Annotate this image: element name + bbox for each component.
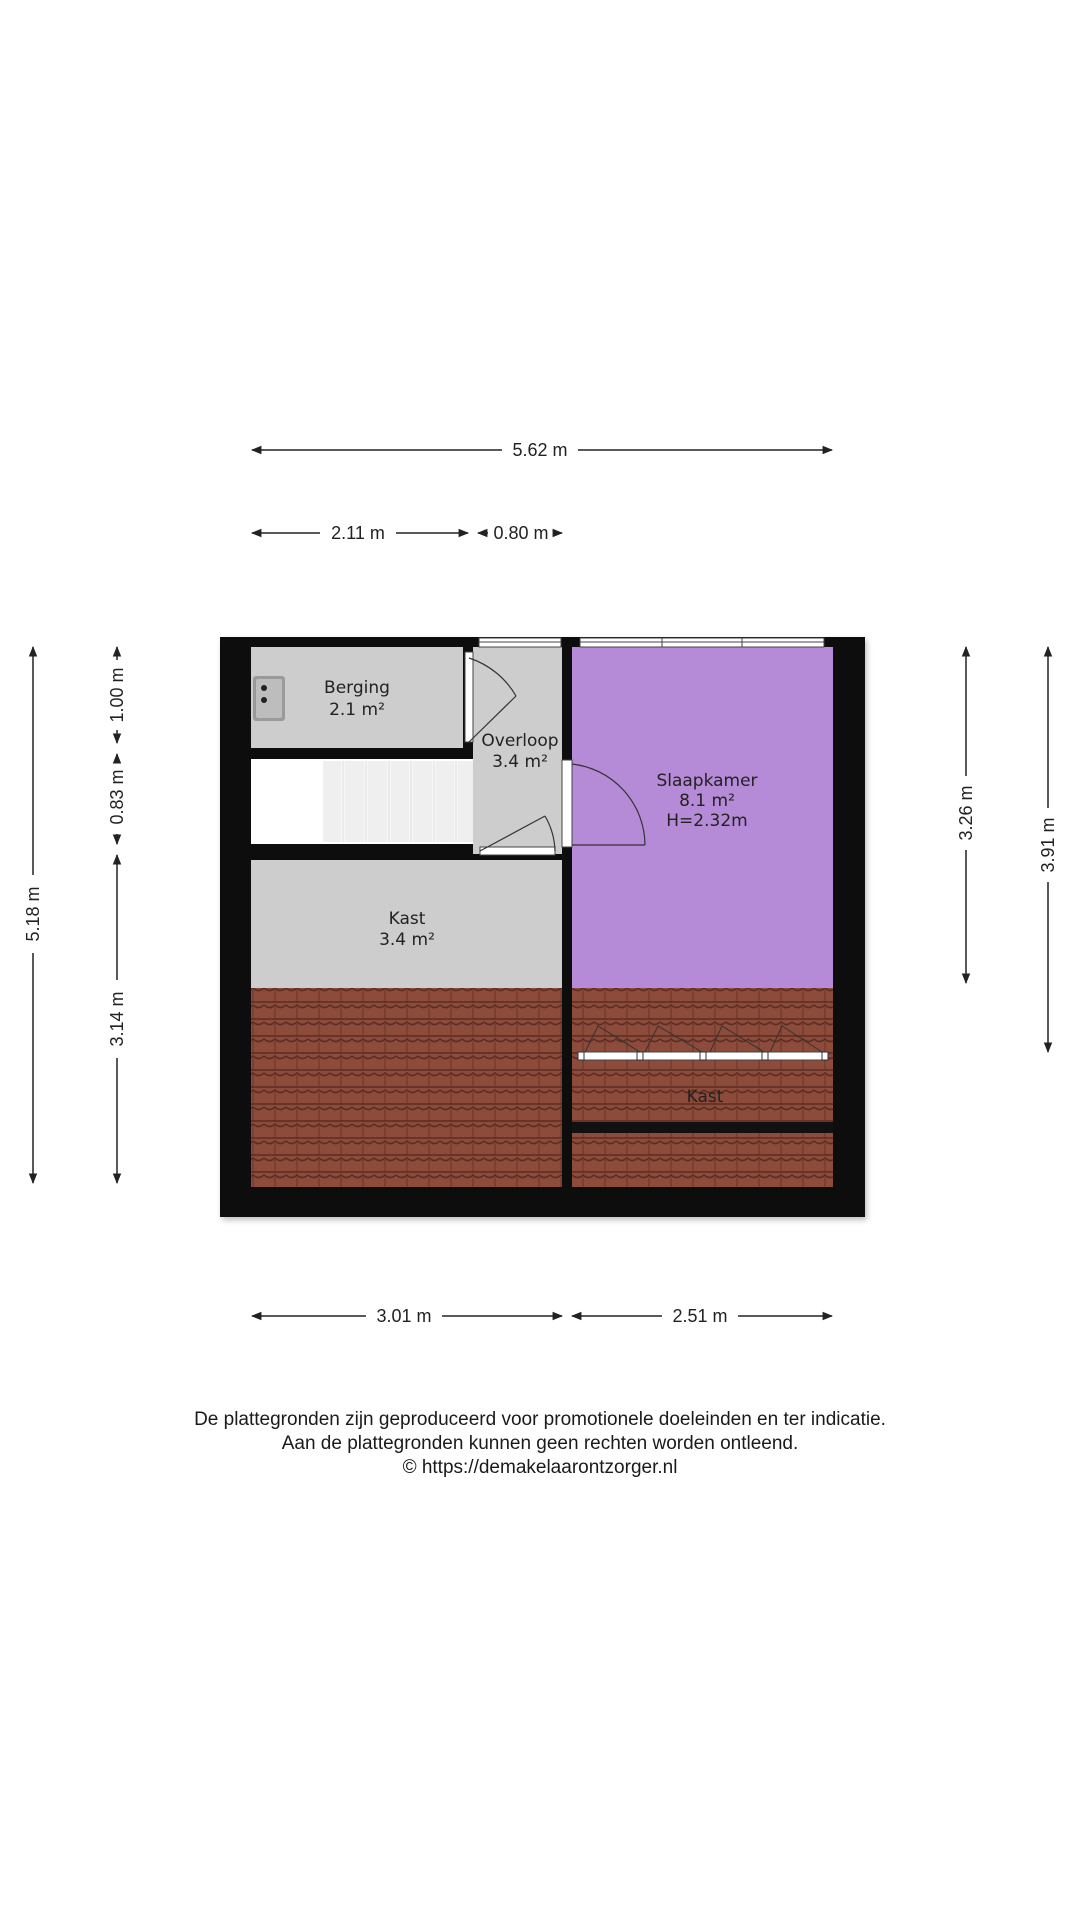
room-name-berging: Berging	[324, 678, 390, 698]
dimension-label: 2.11 m	[331, 523, 385, 543]
dimension-label: 2.51 m	[672, 1306, 728, 1326]
dimension-label: 0.83 m	[107, 769, 127, 825]
dimension-label: 3.14 m	[107, 991, 127, 1047]
dimension-left-bottom	[107, 855, 127, 1183]
room-area-overloop: 3.4 m²	[492, 752, 548, 772]
inner-wall	[572, 1122, 833, 1133]
dimension-bottom-left	[252, 1306, 562, 1326]
room-name-overloop: Overloop	[481, 731, 559, 751]
dimension-right-outer	[1038, 647, 1058, 1052]
disclaimer-line-2: Aan de plattegronden kunnen geen rechten worden ontleend.	[281, 1433, 799, 1454]
window-top-slaapkamer	[580, 638, 824, 647]
room-area-slaapkamer: 8.1 m²	[679, 791, 735, 811]
disclaimer	[0, 1408, 1080, 1480]
room-name-slaapkamer: Slaapkamer	[656, 771, 758, 791]
dimension-label: 0.80 m	[493, 523, 549, 543]
dimension-top-mid	[478, 523, 562, 543]
dimension-top-total	[252, 440, 832, 460]
dimension-label: 5.62 m	[512, 440, 568, 460]
stairs-icon	[323, 761, 473, 842]
room-area-berging: 2.1 m²	[329, 700, 385, 720]
boiler-icon	[253, 676, 285, 721]
dimension-label: 1.00 m	[107, 667, 127, 723]
roof-tiles-left	[251, 988, 562, 1187]
dimension-label: 3.01 m	[376, 1306, 432, 1326]
room-name-kast-right: Kast	[686, 1087, 724, 1107]
dimension-label: 3.26 m	[956, 785, 976, 841]
room-height-slaapkamer: H=2.32m	[666, 811, 748, 831]
dimension-bottom-right	[572, 1306, 832, 1326]
disclaimer-line-3: © https://demakelaarontzorger.nl	[402, 1457, 678, 1478]
window-top-overloop	[479, 638, 561, 647]
dimension-left-mid	[107, 754, 127, 844]
dimension-label: 3.91 m	[1038, 817, 1058, 873]
dimension-label: 5.18 m	[23, 886, 43, 942]
dimension-top-left	[252, 523, 468, 543]
dimension-right-inner	[956, 647, 976, 983]
room-area-kast-left: 3.4 m²	[379, 930, 435, 950]
roof-tiles-right-lower	[572, 1133, 833, 1187]
dimension-left-top	[107, 647, 127, 743]
room-name-kast-left: Kast	[388, 909, 426, 929]
dimension-left-total	[23, 647, 43, 1183]
disclaimer-line-1: De plattegronden zijn geproduceerd voor promotionele doeleinden en ter indicatie.	[194, 1409, 886, 1430]
